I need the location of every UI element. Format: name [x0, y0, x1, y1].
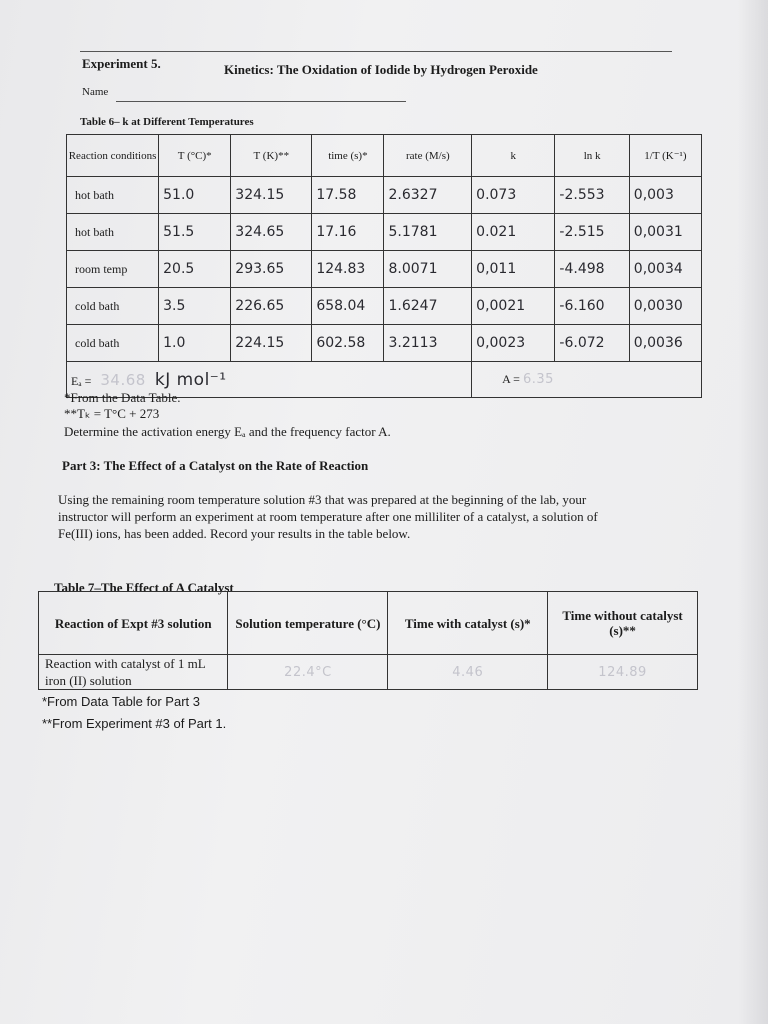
ea-value[interactable]: 34.68	[100, 370, 146, 389]
col-header-time-without-catalyst: Time without catalyst (s)**	[548, 592, 698, 655]
cell-tc[interactable]: 20.5	[159, 251, 231, 288]
cell-lnk[interactable]: -6.072	[555, 325, 629, 362]
table6	[66, 134, 702, 398]
table-row	[67, 177, 702, 214]
table-row	[67, 214, 702, 251]
cell-rate[interactable]: 8.0071	[384, 251, 472, 288]
col-header-lnk: ln k	[555, 135, 629, 177]
table7-header-row	[39, 592, 698, 655]
cell-inv-t[interactable]: 0,003	[629, 177, 701, 214]
cell-lnk[interactable]: -6.160	[555, 288, 629, 325]
table7-footnote-2: **From Experiment #3 of Part 1.	[42, 716, 227, 731]
cell-inv-t[interactable]: 0,0034	[629, 251, 701, 288]
part3-paragraph-line2: instructor will perform an experiment at room temperature after one milliliter of a catalyst, a solution of	[58, 509, 598, 524]
col-header-k: k	[472, 135, 555, 177]
cell-lnk[interactable]: -2.515	[555, 214, 629, 251]
experiment-label: Experiment 5.	[82, 56, 161, 71]
cell-tk[interactable]: 224.15	[231, 325, 312, 362]
note-determine-ea: Determine the activation energy Eₐ and the frequency factor A.	[64, 424, 391, 439]
cell-rate[interactable]: 2.6327	[384, 177, 472, 214]
cell-time[interactable]: 17.16	[312, 214, 384, 251]
cell-k[interactable]: 0,0023	[472, 325, 555, 362]
cell-tk[interactable]: 226.65	[231, 288, 312, 325]
cell-time-without-catalyst[interactable]: 124.89	[548, 655, 698, 690]
table6-caption: Table 6– k at Different Temperatures	[80, 116, 254, 128]
col-header-rate: rate (M/s)	[384, 135, 472, 177]
cell-tc[interactable]: 51.5	[159, 214, 231, 251]
table6-header-row	[67, 135, 702, 177]
cell-time[interactable]: 658.04	[312, 288, 384, 325]
col-header-reaction: Reaction of Expt #3 solution	[39, 592, 228, 655]
cell-lnk[interactable]: -4.498	[555, 251, 629, 288]
cell-time[interactable]: 17.58	[312, 177, 384, 214]
col-header-solution-temp: Solution temperature (°C)	[228, 592, 388, 655]
header-rule	[80, 51, 672, 52]
page-edge-shadow	[738, 0, 768, 1024]
row-condition: cold bath	[67, 288, 159, 325]
col-header-time: time (s)*	[312, 135, 384, 177]
table-row	[67, 251, 702, 288]
part3-paragraph-line1: Using the remaining room temperature solution #3 that was prepared at the beginning of the lab, your	[58, 492, 587, 507]
col-header-conditions: Reaction conditions	[67, 135, 159, 177]
cell-time[interactable]: 124.83	[312, 251, 384, 288]
table-row	[67, 325, 702, 362]
row-condition: room temp	[67, 251, 159, 288]
cell-lnk[interactable]: -2.553	[555, 177, 629, 214]
experiment-title: Kinetics: The Oxidation of Iodide by Hydrogen Peroxide	[224, 62, 538, 77]
cell-tk[interactable]: 324.65	[231, 214, 312, 251]
cell-tk[interactable]: 324.15	[231, 177, 312, 214]
cell-rate[interactable]: 5.1781	[384, 214, 472, 251]
a-cell[interactable]	[472, 362, 702, 398]
row-condition: cold bath	[67, 325, 159, 362]
col-header-time-with-catalyst: Time with catalyst (s)*	[388, 592, 548, 655]
ea-unit: kJ mol⁻¹	[154, 369, 227, 390]
col-header-inv-t: 1/T (K⁻¹)	[629, 135, 701, 177]
table7-caption: Table 7–The Effect of A Catalyst	[54, 580, 234, 595]
cell-inv-t[interactable]: 0,0031	[629, 214, 701, 251]
cell-rate[interactable]: 1.6247	[384, 288, 472, 325]
cell-k[interactable]: 0,0021	[472, 288, 555, 325]
note-from-data-table: *From the Data Table.	[64, 390, 181, 405]
cell-inv-t[interactable]: 0,0030	[629, 288, 701, 325]
cell-tc[interactable]: 51.0	[159, 177, 231, 214]
cell-inv-t[interactable]: 0,0036	[629, 325, 701, 362]
col-header-tc: T (°C)*	[159, 135, 231, 177]
a-value[interactable]: 6.35	[522, 372, 554, 387]
col-header-tk: T (K)**	[231, 135, 312, 177]
table7-footnote-1: *From Data Table for Part 3	[42, 694, 200, 709]
ea-label: Eₐ =	[71, 373, 92, 388]
table-row	[39, 655, 698, 690]
row-label-catalyst-reaction: Reaction with catalyst of 1 mL iron (II) solution	[39, 655, 228, 690]
cell-solution-temp[interactable]: 22.4°C	[228, 655, 388, 690]
cell-k[interactable]: 0,011	[472, 251, 555, 288]
cell-k[interactable]: 0.021	[472, 214, 555, 251]
cell-tc[interactable]: 1.0	[159, 325, 231, 362]
note-kelvin-formula: **Tₖ = T°C + 273	[64, 406, 160, 421]
part3-title: Part 3: The Effect of a Catalyst on the Rate of Reaction	[62, 458, 369, 473]
table-row	[67, 288, 702, 325]
cell-tk[interactable]: 293.65	[231, 251, 312, 288]
table7	[38, 591, 698, 690]
row-condition: hot bath	[67, 177, 159, 214]
cell-time[interactable]: 602.58	[312, 325, 384, 362]
cell-rate[interactable]: 3.2113	[384, 325, 472, 362]
cell-time-with-catalyst[interactable]: 4.46	[388, 655, 548, 690]
cell-k[interactable]: 0.073	[472, 177, 555, 214]
a-label: A =	[502, 372, 520, 386]
name-label: Name	[82, 86, 109, 98]
part3-paragraph-line3: Fe(III) ions, has been added. Record your results in the table below.	[58, 526, 411, 541]
cell-tc[interactable]: 3.5	[159, 288, 231, 325]
row-condition: hot bath	[67, 214, 159, 251]
name-line	[116, 101, 406, 102]
